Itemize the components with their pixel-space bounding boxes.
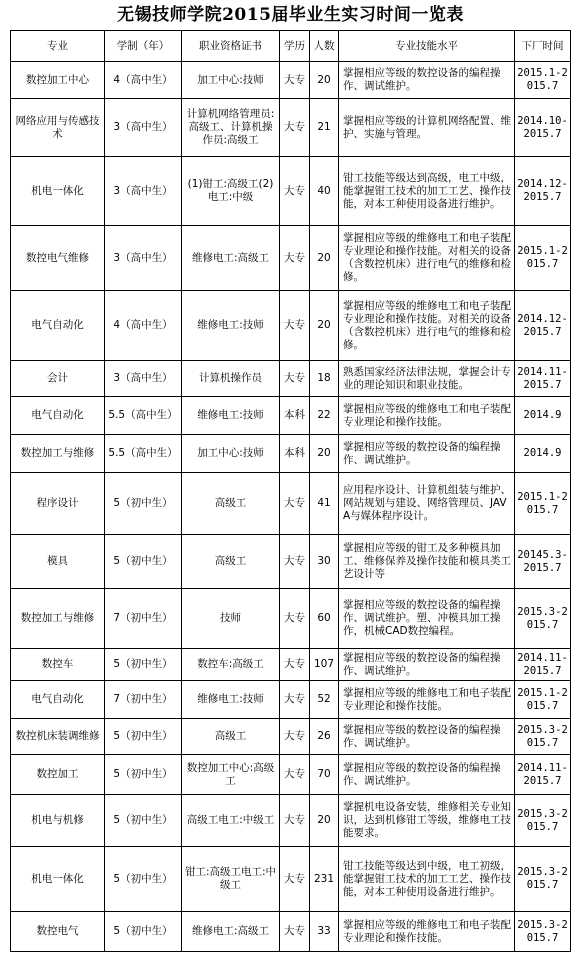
column-header-cert: 职业资格证书 bbox=[182, 31, 280, 62]
table-row bbox=[11, 361, 571, 397]
major-cell: 电气自动化 bbox=[11, 681, 105, 719]
period-cell: 2014.11-2015.7 bbox=[515, 649, 571, 681]
skill-cell: 掌握相应等级的数控设备的编程操作、调试维护。 bbox=[339, 435, 515, 473]
edu-cell: 大专 bbox=[280, 361, 310, 397]
internship-table bbox=[10, 30, 571, 952]
column-header-length: 学制（年） bbox=[105, 31, 182, 62]
cert-cell: 维修电工:高级工 bbox=[182, 912, 280, 952]
count-cell: 20 bbox=[310, 795, 339, 847]
length-cell: 5.5（高中生） bbox=[105, 397, 182, 435]
skill-cell: 掌握相应等级的钳工及多种模具加工、维修保养及操作技能和模具类工艺设计等 bbox=[339, 535, 515, 589]
edu-cell: 大专 bbox=[280, 62, 310, 99]
cert-cell: 维修电工:技师 bbox=[182, 291, 280, 361]
major-cell: 数控加工 bbox=[11, 755, 105, 795]
period-cell: 2015.1-2015.7 bbox=[515, 681, 571, 719]
edu-cell: 大专 bbox=[280, 291, 310, 361]
table-row bbox=[11, 681, 571, 719]
table-row bbox=[11, 589, 571, 649]
count-cell: 21 bbox=[310, 99, 339, 157]
count-cell: 52 bbox=[310, 681, 339, 719]
table-row bbox=[11, 291, 571, 361]
length-cell: 7（初中生） bbox=[105, 681, 182, 719]
major-cell: 模具 bbox=[11, 535, 105, 589]
table-row bbox=[11, 649, 571, 681]
major-cell: 机电一体化 bbox=[11, 157, 105, 226]
skill-cell: 掌握相应等级的计算机网络配置、维护、实施与管理。 bbox=[339, 99, 515, 157]
cert-cell: 高级工 bbox=[182, 719, 280, 755]
length-cell: 5（初中生） bbox=[105, 649, 182, 681]
table-row bbox=[11, 397, 571, 435]
length-cell: 5（初中生） bbox=[105, 719, 182, 755]
cert-cell: 维修电工:技师 bbox=[182, 681, 280, 719]
major-cell: 数控机床装调维修 bbox=[11, 719, 105, 755]
table-row bbox=[11, 755, 571, 795]
cert-cell: 计算机网络管理员:高级工、计算机操作员:高级工 bbox=[182, 99, 280, 157]
edu-cell: 大专 bbox=[280, 535, 310, 589]
edu-cell: 本科 bbox=[280, 435, 310, 473]
edu-cell: 大专 bbox=[280, 795, 310, 847]
cert-cell: 高级工 bbox=[182, 535, 280, 589]
length-cell: 5（初中生） bbox=[105, 535, 182, 589]
skill-cell: 熟悉国家经济法律法规，掌握会计专业的理论知识和职业技能。 bbox=[339, 361, 515, 397]
cert-cell: 数控加工中心:高级工 bbox=[182, 755, 280, 795]
skill-cell: 掌握相应等级的维修电工和电子装配专业理论和操作技能。 bbox=[339, 681, 515, 719]
major-cell: 数控电气 bbox=[11, 912, 105, 952]
major-cell: 机电与机修 bbox=[11, 795, 105, 847]
major-cell: 网络应用与传感技术 bbox=[11, 99, 105, 157]
period-cell: 2015.3-2015.7 bbox=[515, 795, 571, 847]
period-cell: 2014.10-2015.7 bbox=[515, 99, 571, 157]
period-cell: 2014.9 bbox=[515, 397, 571, 435]
cert-cell: 高级工 bbox=[182, 473, 280, 535]
edu-cell: 大专 bbox=[280, 681, 310, 719]
table-row bbox=[11, 912, 571, 952]
count-cell: 20 bbox=[310, 62, 339, 99]
skill-cell: 掌握机电设备安装，维修相关专业知识，达到机修钳工等级，维修电工技能要求。 bbox=[339, 795, 515, 847]
edu-cell: 大专 bbox=[280, 157, 310, 226]
count-cell: 41 bbox=[310, 473, 339, 535]
edu-cell: 大专 bbox=[280, 99, 310, 157]
column-header-major: 专业 bbox=[11, 31, 105, 62]
period-cell: 20145.3-2015.7 bbox=[515, 535, 571, 589]
table-row bbox=[11, 473, 571, 535]
skill-cell: 掌握相应等级的维修电工和电子装配专业理论和操作技能。对相关的设备（含数控机床）进行电气的维修和检修。 bbox=[339, 226, 515, 291]
count-cell: 70 bbox=[310, 755, 339, 795]
major-cell: 数控车 bbox=[11, 649, 105, 681]
table-row bbox=[11, 535, 571, 589]
edu-cell: 大专 bbox=[280, 473, 310, 535]
length-cell: 4（高中生） bbox=[105, 291, 182, 361]
skill-cell: 应用程序设计、计算机组装与维护、网站规划与建设、网络管理员、JAVA与媒体程序设计。 bbox=[339, 473, 515, 535]
table-row bbox=[11, 847, 571, 912]
length-cell: 4（高中生） bbox=[105, 62, 182, 99]
major-cell: 会计 bbox=[11, 361, 105, 397]
major-cell: 程序设计 bbox=[11, 473, 105, 535]
skill-cell: 钳工技能等级达到中级，电工初级，能掌握钳工技术的加工工艺、操作技能，对本工种使用设备进行维护。 bbox=[339, 847, 515, 912]
period-cell: 2015.3-2015.7 bbox=[515, 847, 571, 912]
page-title: 无锡技师学院2015届毕业生实习时间一览表 bbox=[117, 5, 464, 25]
length-cell: 5（初中生） bbox=[105, 473, 182, 535]
column-header-skill: 专业技能水平 bbox=[339, 31, 515, 62]
major-cell: 数控电气维修 bbox=[11, 226, 105, 291]
major-cell: 电气自动化 bbox=[11, 291, 105, 361]
skill-cell: 钳工技能等级达到高级，电工中级，能掌握钳工技术的加工工艺、操作技能，对本工种使用设备进行维护。 bbox=[339, 157, 515, 226]
edu-cell: 大专 bbox=[280, 912, 310, 952]
skill-cell: 掌握相应等级的数控设备的编程操作、调试维护。 bbox=[339, 62, 515, 99]
edu-cell: 大专 bbox=[280, 226, 310, 291]
period-cell: 2014.11-2015.7 bbox=[515, 361, 571, 397]
column-header-period: 下厂时间 bbox=[515, 31, 571, 62]
major-cell: 数控加工中心 bbox=[11, 62, 105, 99]
count-cell: 20 bbox=[310, 226, 339, 291]
header-row bbox=[11, 31, 571, 62]
column-header-edu: 学历 bbox=[280, 31, 310, 62]
period-cell: 2014.12-2015.7 bbox=[515, 157, 571, 226]
period-cell: 2015.3-2015.7 bbox=[515, 912, 571, 952]
edu-cell: 大专 bbox=[280, 589, 310, 649]
length-cell: 3（高中生） bbox=[105, 157, 182, 226]
table-row bbox=[11, 62, 571, 99]
cert-cell: 技师 bbox=[182, 589, 280, 649]
count-cell: 40 bbox=[310, 157, 339, 226]
period-cell: 2015.1-2015.7 bbox=[515, 62, 571, 99]
length-cell: 5.5（高中生） bbox=[105, 435, 182, 473]
edu-cell: 大专 bbox=[280, 719, 310, 755]
count-cell: 30 bbox=[310, 535, 339, 589]
count-cell: 20 bbox=[310, 435, 339, 473]
length-cell: 3（高中生） bbox=[105, 226, 182, 291]
skill-cell: 掌握相应等级的数控设备的编程操作、调试维护。 bbox=[339, 719, 515, 755]
period-cell: 2015.3-2015.7 bbox=[515, 589, 571, 649]
period-cell: 2014.11-2015.7 bbox=[515, 755, 571, 795]
length-cell: 5（初中生） bbox=[105, 795, 182, 847]
period-cell: 2015.3-2015.7 bbox=[515, 719, 571, 755]
cert-cell: 维修电工:高级工 bbox=[182, 226, 280, 291]
length-cell: 3（高中生） bbox=[105, 99, 182, 157]
count-cell: 26 bbox=[310, 719, 339, 755]
period-cell: 2015.1-2015.7 bbox=[515, 226, 571, 291]
count-cell: 20 bbox=[310, 291, 339, 361]
length-cell: 5（初中生） bbox=[105, 847, 182, 912]
length-cell: 5（初中生） bbox=[105, 755, 182, 795]
length-cell: 3（高中生） bbox=[105, 361, 182, 397]
skill-cell: 掌握相应等级的数控设备的编程操作、调试维护。 bbox=[339, 755, 515, 795]
cert-cell: 钳工:高级工电工:中级工 bbox=[182, 847, 280, 912]
major-cell: 机电一体化 bbox=[11, 847, 105, 912]
count-cell: 33 bbox=[310, 912, 339, 952]
table-row bbox=[11, 157, 571, 226]
count-cell: 107 bbox=[310, 649, 339, 681]
table-row bbox=[11, 99, 571, 157]
cert-cell: 加工中心:技师 bbox=[182, 435, 280, 473]
column-header-count: 人数 bbox=[310, 31, 339, 62]
table-row bbox=[11, 435, 571, 473]
skill-cell: 掌握相应等级的维修电工和电子装配专业理论和操作技能。 bbox=[339, 397, 515, 435]
major-cell: 数控加工与维修 bbox=[11, 589, 105, 649]
major-cell: 数控加工与维修 bbox=[11, 435, 105, 473]
skill-cell: 掌握相应等级的维修电工和电子装配专业理论和操作技能。对相关的设备（含数控机床）进行电气的维修和检修。 bbox=[339, 291, 515, 361]
cert-cell: 计算机操作员 bbox=[182, 361, 280, 397]
count-cell: 231 bbox=[310, 847, 339, 912]
table-body bbox=[11, 62, 571, 952]
cert-cell: (1)钳工:高级工(2)电工:中级 bbox=[182, 157, 280, 226]
edu-cell: 本科 bbox=[280, 397, 310, 435]
edu-cell: 大专 bbox=[280, 649, 310, 681]
cert-cell: 数控车:高级工 bbox=[182, 649, 280, 681]
table-row bbox=[11, 719, 571, 755]
edu-cell: 大专 bbox=[280, 755, 310, 795]
length-cell: 7（初中生） bbox=[105, 589, 182, 649]
skill-cell: 掌握相应等级的数控设备的编程操作、调试维护。 bbox=[339, 649, 515, 681]
table-row bbox=[11, 795, 571, 847]
skill-cell: 掌握相应等级的数控设备的编程操作、调试维护。塑、冲模具加工操作，机械CAD数控编程。 bbox=[339, 589, 515, 649]
period-cell: 2015.1-2015.7 bbox=[515, 473, 571, 535]
table-row bbox=[11, 226, 571, 291]
cert-cell: 维修电工:技师 bbox=[182, 397, 280, 435]
skill-cell: 掌握相应等级的维修电工和电子装配专业理论和操作技能。 bbox=[339, 912, 515, 952]
period-cell: 2014.9 bbox=[515, 435, 571, 473]
count-cell: 22 bbox=[310, 397, 339, 435]
count-cell: 60 bbox=[310, 589, 339, 649]
major-cell: 电气自动化 bbox=[11, 397, 105, 435]
count-cell: 18 bbox=[310, 361, 339, 397]
edu-cell: 大专 bbox=[280, 847, 310, 912]
length-cell: 5（初中生） bbox=[105, 912, 182, 952]
cert-cell: 加工中心:技师 bbox=[182, 62, 280, 99]
cert-cell: 高级工电工:中级工 bbox=[182, 795, 280, 847]
period-cell: 2014.12-2015.7 bbox=[515, 291, 571, 361]
